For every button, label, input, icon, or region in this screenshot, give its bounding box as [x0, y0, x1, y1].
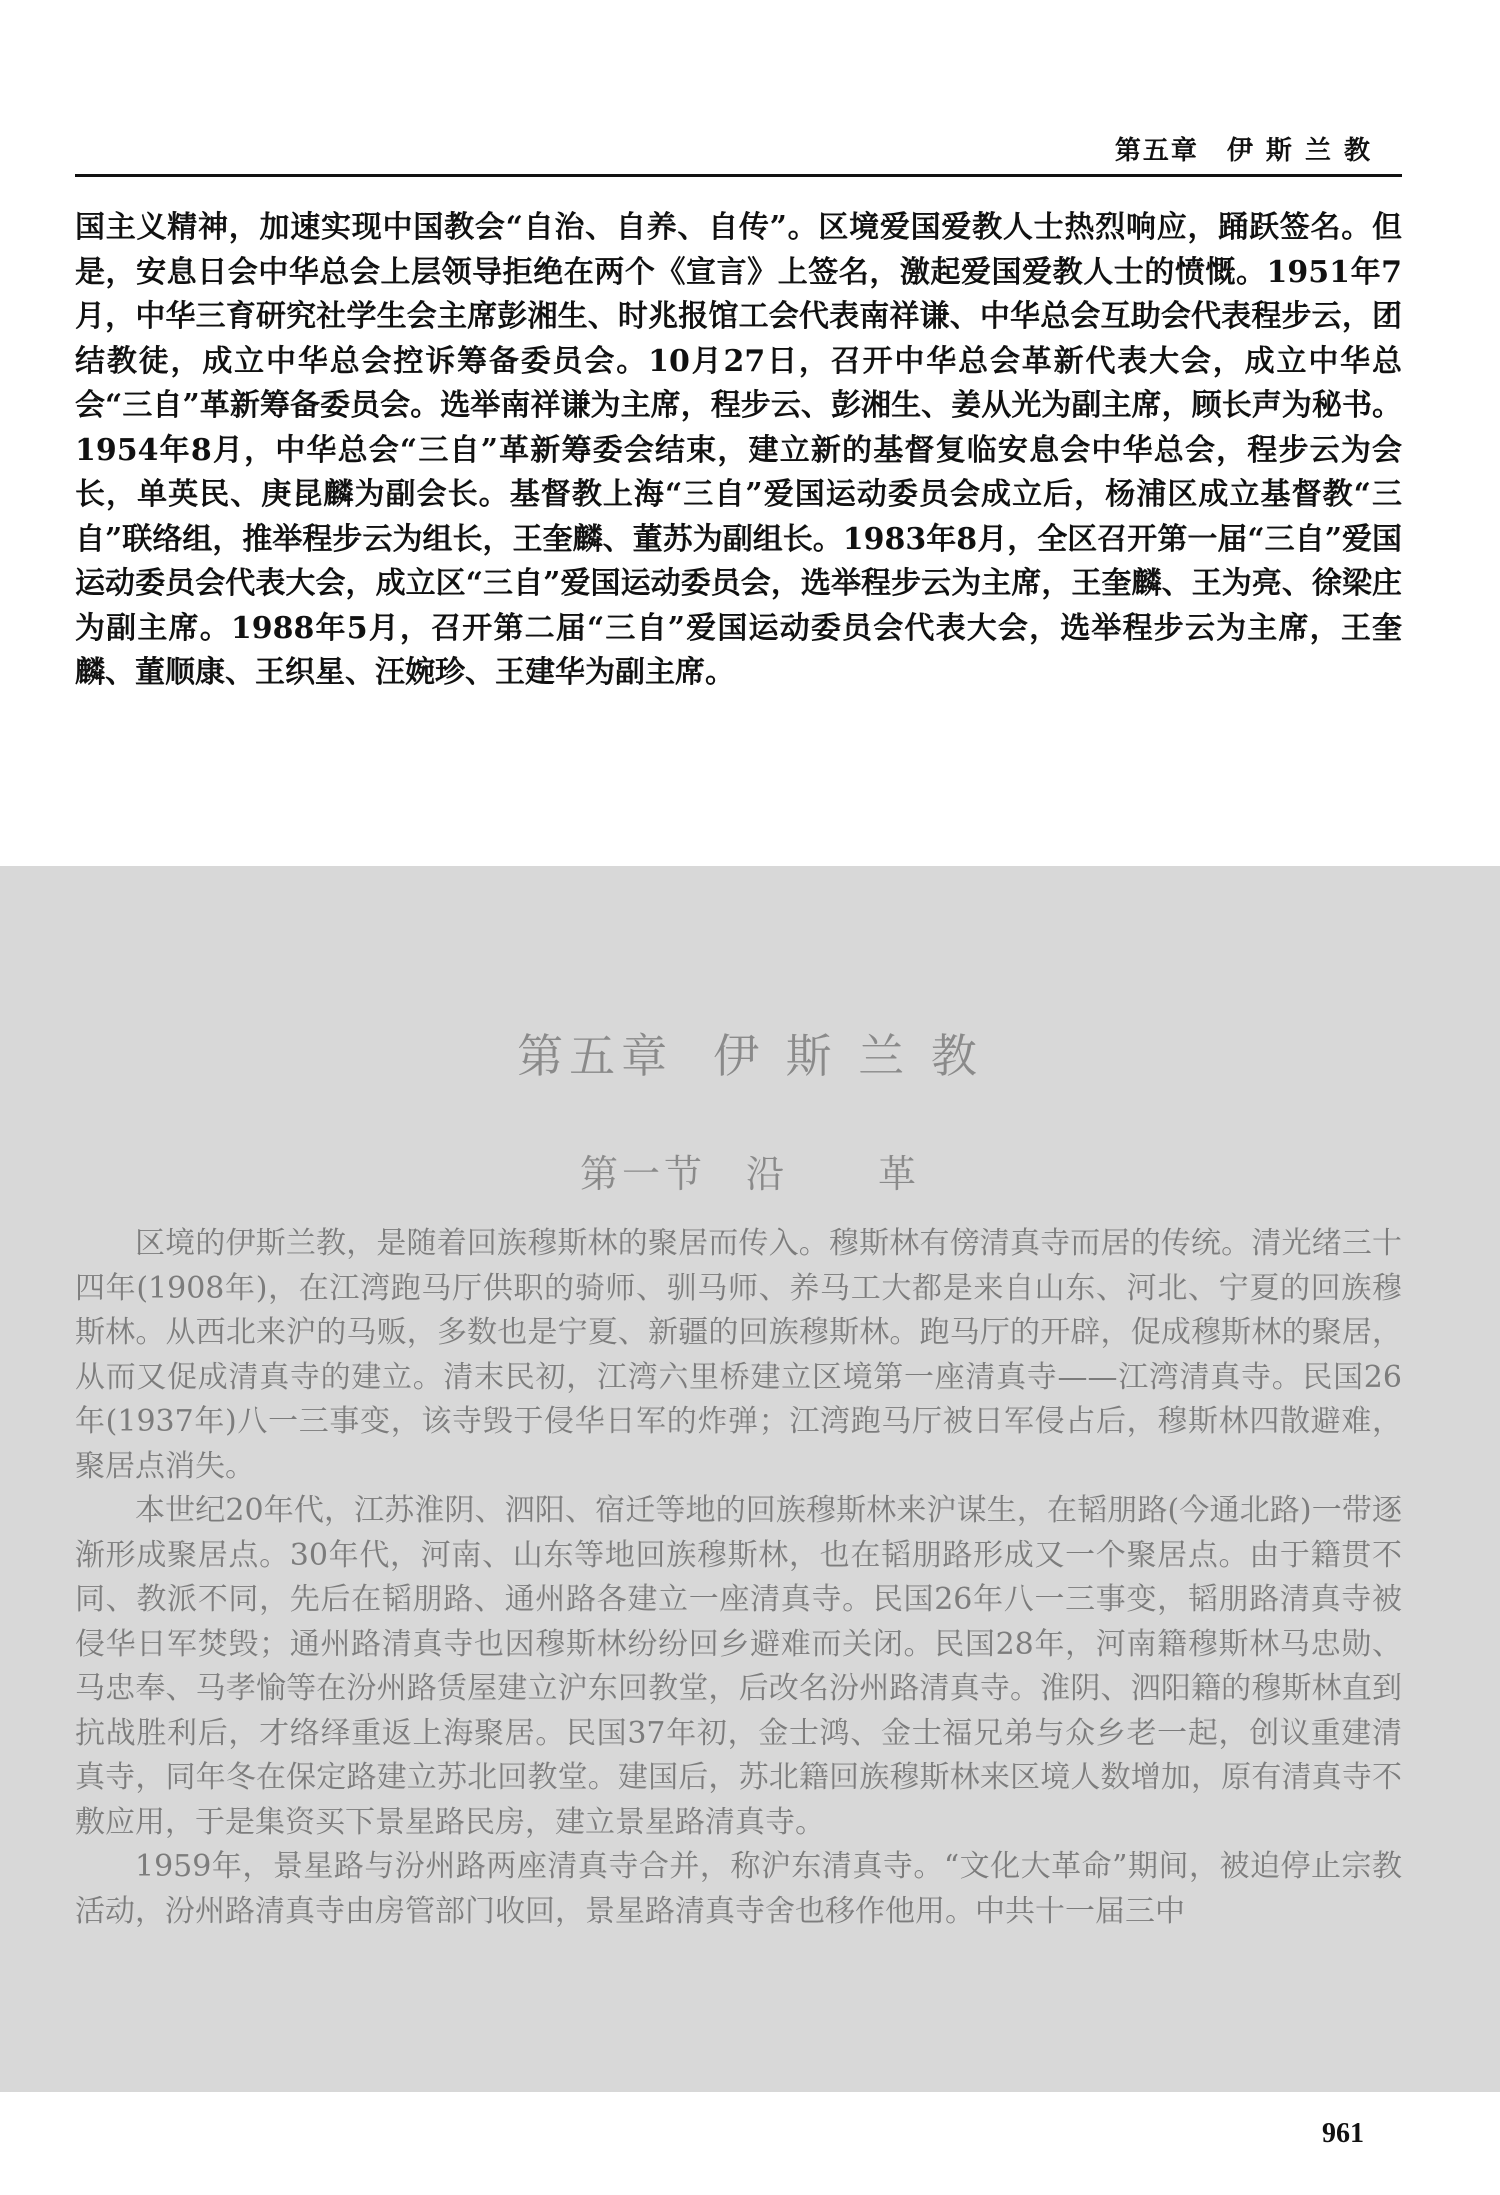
chapter-title — [0, 1020, 1500, 1086]
header-rule — [75, 174, 1402, 177]
section-label: 第一节 — [579, 1152, 706, 1196]
page-number: 961 — [1322, 2118, 1364, 2149]
running-header — [1115, 130, 1372, 167]
section-title-b: 革 — [878, 1152, 921, 1196]
top-text-block — [75, 206, 1402, 696]
section-title — [0, 1143, 1500, 1198]
body-paragraph-2: 本世纪20年代，江苏淮阴、泗阳、宿迁等地的回族穆斯林来沪谋生，在韬朋路(今通北路)一带逐渐形成聚居点。30年代，河南、山东等地回族穆斯林，也在韬朋路形成又一个聚居点。由于籍贯不同、教派不同，先后在韬朋路、通州路各建立一座清真寺。民国26年八一三事变，韬朋路清真寺被侵华日军焚毁；通州路清真寺也因穆斯林纷纷回乡避难而关闭。民国28年，河南籍穆斯林马忠勋、马忠奉、马孝愉等在汾州路赁屋建立沪东回教堂，后改名汾州路清真寺。淮阴、泗阳籍的穆斯林直到抗战胜利后，才络绎重返上海聚居。民国37年初，金士鸿、金士福兄弟与众乡老一起，创议重建清真寺，同年冬在保定路建立苏北回教堂。建国后，苏北籍回族穆斯林来区境人数增加，原有清真寺不敷应用，于是集资买下景星路民房，建立景星路清真寺。 — [75, 1493, 1402, 1840]
running-header-title: 伊 斯 兰 教 — [1226, 136, 1372, 166]
section-title-a: 沿 — [745, 1152, 788, 1196]
chapter-name: 伊 斯 兰 教 — [713, 1029, 983, 1083]
body-paragraph-3: 1959年，景星路与汾州路两座清真寺合并，称沪东清真寺。“文化大革命”期间，被迫停止宗教活动，汾州路清真寺由房管部门收回，景星路清真寺舍也移作他用。中共十一届三中 — [75, 1849, 1402, 1929]
body-paragraph-1: 区境的伊斯兰教，是随着回族穆斯林的聚居而传入。穆斯林有傍清真寺而居的传统。清光绪三十四年(1908年)，在江湾跑马厅供职的骑师、驯马师、养马工大都是来自山东、河北、宁夏的回族穆斯林。从西北来沪的马贩，多数也是宁夏、新疆的回族穆斯林。跑马厅的开辟，促成穆斯林的聚居，从而又促成清真寺的建立。清末民初，江湾六里桥建立区境第一座清真寺——江湾清真寺。民国26年(1937年)八一三事变，该寺毁于侵华日军的炸弹；江湾跑马厅被日军侵占后，穆斯林四散避难，聚居点消失。 — [75, 1226, 1402, 1484]
top-paragraph: 国主义精神，加速实现中国教会“自治、自养、自传”。区境爱国爱教人士热烈响应，踊跃签名。但是，安息日会中华总会上层领导拒绝在两个《宣言》上签名，激起爱国爱教人士的愤慨。1951年7月，中华三育研究社学生会主席彭湘生、时兆报馆工会代表南祥谦、中华总会互助会代表程步云，团结教徒，成立中华总会控诉筹备委员会。10月27日，召开中华总会革新代表大会，成立中华总会“三自”革新筹备委员会。选举南祥谦为主席，程步云、彭湘生、姜从光为副主席，顾长声为秘书。1954年8月，中华总会“三自”革新筹委会结束，建立新的基督复临安息会中华总会，程步云为会长，单英民、庚昆麟为副会长。基督教上海“三自”爱国运动委员会成立后，杨浦区成立基督教“三自”联络组，推举程步云为组长，王奎麟、董苏为副组长。1983年8月，全区召开第一届“三自”爱国运动委员会代表大会，成立区“三自”爱国运动委员会，选举程步云为主席，王奎麟、王为亮、徐梁庄为副主席。1988年5月，召开第二届“三自”爱国运动委员会代表大会，选举程步云为主席，王奎麟、董顺康、王织星、汪婉珍、王建华为副主席。 — [75, 210, 1402, 690]
chapter-label: 第五章 — [517, 1029, 674, 1083]
running-header-chapter: 第五章 — [1114, 136, 1199, 166]
section-body — [75, 1222, 1402, 1934]
